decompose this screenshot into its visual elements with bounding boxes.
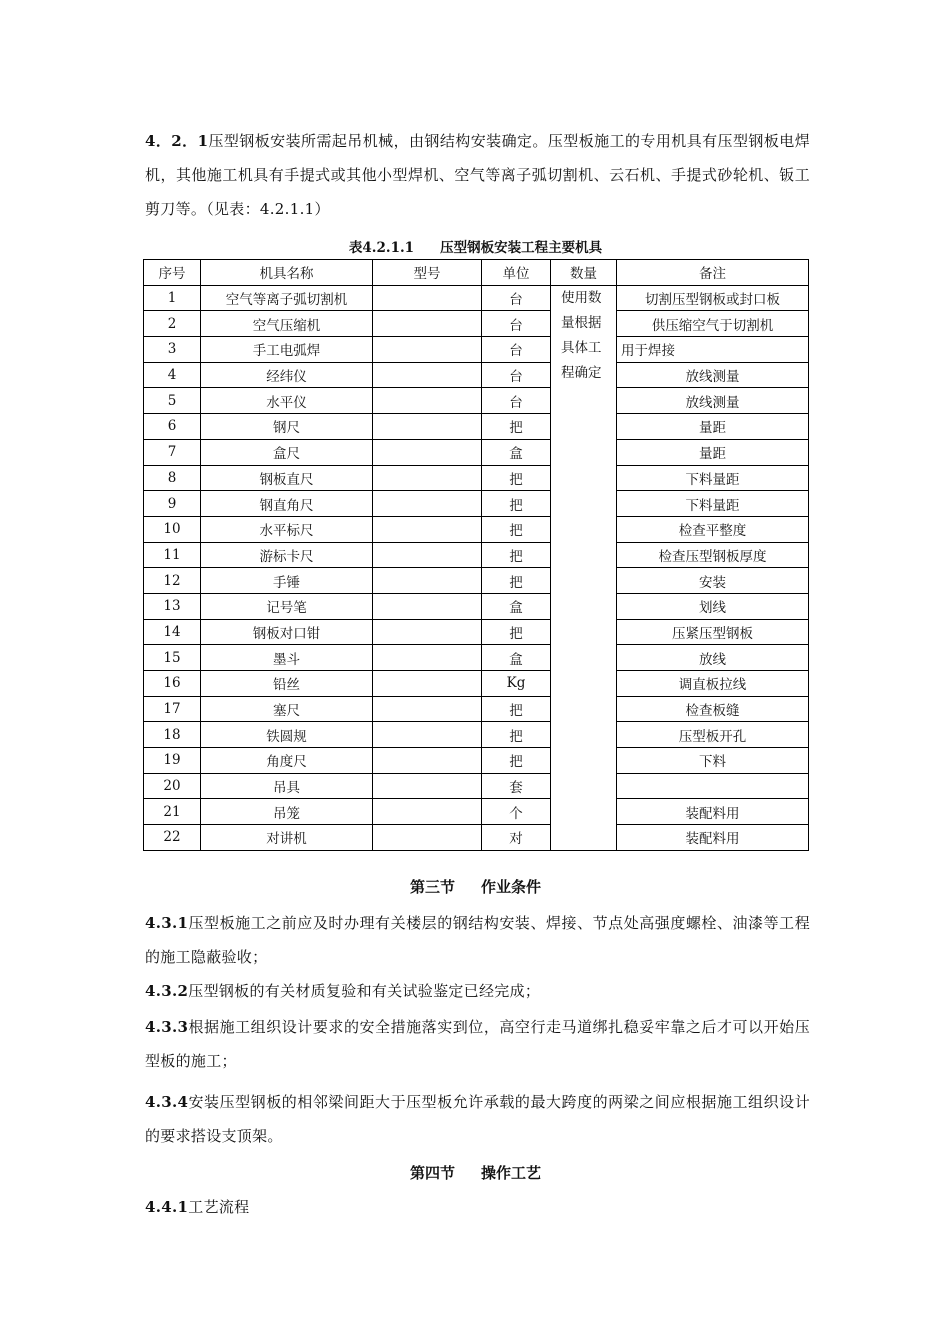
model-cell	[373, 645, 482, 671]
model-cell	[373, 285, 482, 311]
remark-cell: 压型板开孔	[617, 722, 809, 748]
row-number-cell: 2	[144, 311, 201, 337]
table-caption-title: 压型钢板安装工程主要机具	[440, 240, 603, 256]
section-heading-4	[143, 1162, 808, 1183]
tool-name-cell: 钢板直尺	[201, 465, 373, 491]
clause-text: 根据施工组织设计要求的安全措施落实到位，高空行走马道绑扎稳妥牢靠之后才可以开始压型板的施工；	[145, 1018, 810, 1070]
unit-cell: 把	[482, 542, 551, 568]
model-cell	[373, 671, 482, 697]
table-caption-number: 表4.2.1.1	[348, 240, 415, 256]
table-row	[144, 799, 809, 825]
unit-cell: 把	[482, 696, 551, 722]
clause-text: 工艺流程	[188, 1198, 250, 1216]
clause-text: 压型钢板安装所需起吊机械，由钢结构安装确定。压型板施工的专用机具有压型钢板电焊机，其他施工机具有手提式或其他小型焊机、空气等离子弧切割机、云石机、手提式砂轮机、钣工剪刀等。（见表：4.2.1.1）	[145, 132, 810, 218]
row-number-cell: 5	[144, 388, 201, 414]
model-cell	[373, 748, 482, 774]
tool-name-cell: 钢板对口钳	[201, 619, 373, 645]
table-row	[144, 414, 809, 440]
row-number-cell: 18	[144, 722, 201, 748]
remark-cell: 供压缩空气于切割机	[617, 311, 809, 337]
remark-cell: 压紧压型钢板	[617, 619, 809, 645]
remark-cell: 划线	[617, 593, 809, 619]
table-row	[144, 337, 809, 363]
row-number-cell: 6	[144, 414, 201, 440]
remark-cell: 检查板缝	[617, 696, 809, 722]
unit-cell: 对	[482, 825, 551, 851]
row-number-cell: 20	[144, 773, 201, 799]
clause-number: 4.4.1	[145, 1198, 189, 1216]
remark-cell	[617, 773, 809, 799]
tool-name-cell: 手锤	[201, 568, 373, 594]
table-row	[144, 722, 809, 748]
model-cell	[373, 722, 482, 748]
model-cell	[373, 799, 482, 825]
unit-cell: 把	[482, 722, 551, 748]
table-header-row	[144, 260, 809, 286]
tool-name-cell: 经纬仪	[201, 362, 373, 388]
clause-4-3-3	[145, 1010, 810, 1078]
model-cell	[373, 491, 482, 517]
remark-cell: 下料量距	[617, 491, 809, 517]
unit-cell: 个	[482, 799, 551, 825]
clause-number: 4.3.2	[145, 982, 189, 1000]
unit-cell: 台	[482, 285, 551, 311]
remark-cell: 调直板拉线	[617, 671, 809, 697]
unit-cell: 把	[482, 465, 551, 491]
unit-cell: 把	[482, 516, 551, 542]
table-row	[144, 696, 809, 722]
tool-name-cell: 吊笼	[201, 799, 373, 825]
section-heading-3	[143, 876, 808, 897]
table-row	[144, 362, 809, 388]
model-cell	[373, 542, 482, 568]
model-cell	[373, 568, 482, 594]
clause-4-3-1	[145, 906, 810, 974]
row-number-cell: 17	[144, 696, 201, 722]
tool-name-cell: 盒尺	[201, 439, 373, 465]
model-cell	[373, 311, 482, 337]
clause-number: 4.3.3	[145, 1018, 189, 1036]
table-row	[144, 748, 809, 774]
unit-cell: 台	[482, 388, 551, 414]
section-title: 作业条件	[481, 878, 542, 896]
unit-cell: Kg	[482, 671, 551, 697]
unit-cell: 把	[482, 491, 551, 517]
remark-cell: 安装	[617, 568, 809, 594]
tool-name-cell: 铁圆规	[201, 722, 373, 748]
table-row	[144, 465, 809, 491]
header-cell: 机具名称	[201, 260, 373, 286]
tool-name-cell: 对讲机	[201, 825, 373, 851]
tool-name-cell: 手工电弧焊	[201, 337, 373, 363]
clause-number: 4．2．1	[145, 132, 209, 150]
table-caption	[143, 236, 808, 256]
tool-name-cell: 角度尺	[201, 748, 373, 774]
unit-cell: 盒	[482, 593, 551, 619]
model-cell	[373, 388, 482, 414]
unit-cell: 台	[482, 337, 551, 363]
tool-name-cell: 吊具	[201, 773, 373, 799]
table-row	[144, 619, 809, 645]
table-body	[144, 285, 809, 850]
model-cell	[373, 414, 482, 440]
tools-table	[143, 259, 809, 851]
tool-name-cell: 钢直角尺	[201, 491, 373, 517]
row-number-cell: 19	[144, 748, 201, 774]
unit-cell: 台	[482, 362, 551, 388]
row-number-cell: 7	[144, 439, 201, 465]
remark-cell: 切割压型钢板或封口板	[617, 285, 809, 311]
quantity-note-cell: 使用数量根据具体工程确定	[551, 285, 617, 850]
remark-cell: 下料量距	[617, 465, 809, 491]
model-cell	[373, 619, 482, 645]
row-number-cell: 4	[144, 362, 201, 388]
section-title: 操作工艺	[481, 1164, 542, 1182]
section-label: 第三节	[409, 878, 455, 896]
model-cell	[373, 825, 482, 851]
model-cell	[373, 465, 482, 491]
unit-cell: 套	[482, 773, 551, 799]
row-number-cell: 1	[144, 285, 201, 311]
remark-cell: 量距	[617, 414, 809, 440]
header-cell: 数量	[551, 260, 617, 286]
remark-cell: 放线测量	[617, 362, 809, 388]
row-number-cell: 8	[144, 465, 201, 491]
clause-4-3-4	[145, 1085, 810, 1153]
table-row	[144, 568, 809, 594]
table-row	[144, 645, 809, 671]
clause-text: 安装压型钢板的相邻梁间距大于压型板允许承载的最大跨度的两梁之间应根据施工组织设计的要求搭设支顶架。	[145, 1093, 810, 1145]
table-row	[144, 491, 809, 517]
row-number-cell: 13	[144, 593, 201, 619]
clause-text: 压型钢板的有关材质复验和有关试验鉴定已经完成；	[188, 982, 541, 1000]
row-number-cell: 9	[144, 491, 201, 517]
tool-name-cell: 游标卡尺	[201, 542, 373, 568]
remark-cell: 检查压型钢板厚度	[617, 542, 809, 568]
tool-name-cell: 空气压缩机	[201, 311, 373, 337]
unit-cell: 盒	[482, 439, 551, 465]
model-cell	[373, 337, 482, 363]
tool-name-cell: 钢尺	[201, 414, 373, 440]
row-number-cell: 12	[144, 568, 201, 594]
model-cell	[373, 593, 482, 619]
model-cell	[373, 516, 482, 542]
unit-cell: 盒	[482, 645, 551, 671]
clause-4-4-1	[145, 1190, 810, 1224]
unit-cell: 台	[482, 311, 551, 337]
table-row	[144, 311, 809, 337]
model-cell	[373, 439, 482, 465]
table-row	[144, 285, 809, 311]
table-row	[144, 439, 809, 465]
table-row	[144, 542, 809, 568]
model-cell	[373, 773, 482, 799]
table-row	[144, 825, 809, 851]
unit-cell: 把	[482, 568, 551, 594]
remark-cell: 检查平整度	[617, 516, 809, 542]
header-cell: 型号	[373, 260, 482, 286]
tool-name-cell: 铅丝	[201, 671, 373, 697]
unit-cell: 把	[482, 619, 551, 645]
row-number-cell: 22	[144, 825, 201, 851]
row-number-cell: 14	[144, 619, 201, 645]
clause-4-3-2	[145, 974, 810, 1008]
row-number-cell: 11	[144, 542, 201, 568]
clause-text: 压型板施工之前应及时办理有关楼层的钢结构安装、焊接、节点处高强度螺栓、油漆等工程的施工隐蔽验收；	[145, 914, 810, 966]
section-label: 第四节	[409, 1164, 455, 1182]
table-row	[144, 516, 809, 542]
row-number-cell: 16	[144, 671, 201, 697]
table-row	[144, 671, 809, 697]
row-number-cell: 15	[144, 645, 201, 671]
remark-cell: 量距	[617, 439, 809, 465]
tool-name-cell: 塞尺	[201, 696, 373, 722]
remark-cell: 下料	[617, 748, 809, 774]
model-cell	[373, 362, 482, 388]
table-row	[144, 773, 809, 799]
remark-cell: 放线测量	[617, 388, 809, 414]
clause-number: 4.3.4	[145, 1093, 189, 1111]
table-row	[144, 388, 809, 414]
intro-paragraph	[145, 124, 810, 226]
tool-name-cell: 水平标尺	[201, 516, 373, 542]
row-number-cell: 10	[144, 516, 201, 542]
header-cell: 单位	[482, 260, 551, 286]
table-row	[144, 593, 809, 619]
tool-name-cell: 水平仪	[201, 388, 373, 414]
row-number-cell: 21	[144, 799, 201, 825]
tool-name-cell: 记号笔	[201, 593, 373, 619]
clause-number: 4.3.1	[145, 914, 189, 932]
header-cell: 备注	[617, 260, 809, 286]
remark-cell: 放线	[617, 645, 809, 671]
row-number-cell: 3	[144, 337, 201, 363]
model-cell	[373, 696, 482, 722]
unit-cell: 把	[482, 414, 551, 440]
header-cell: 序号	[144, 260, 201, 286]
remark-cell: 用于焊接	[617, 337, 809, 363]
remark-cell: 装配料用	[617, 825, 809, 851]
unit-cell: 把	[482, 748, 551, 774]
remark-cell: 装配料用	[617, 799, 809, 825]
tool-name-cell: 墨斗	[201, 645, 373, 671]
tool-name-cell: 空气等离子弧切割机	[201, 285, 373, 311]
